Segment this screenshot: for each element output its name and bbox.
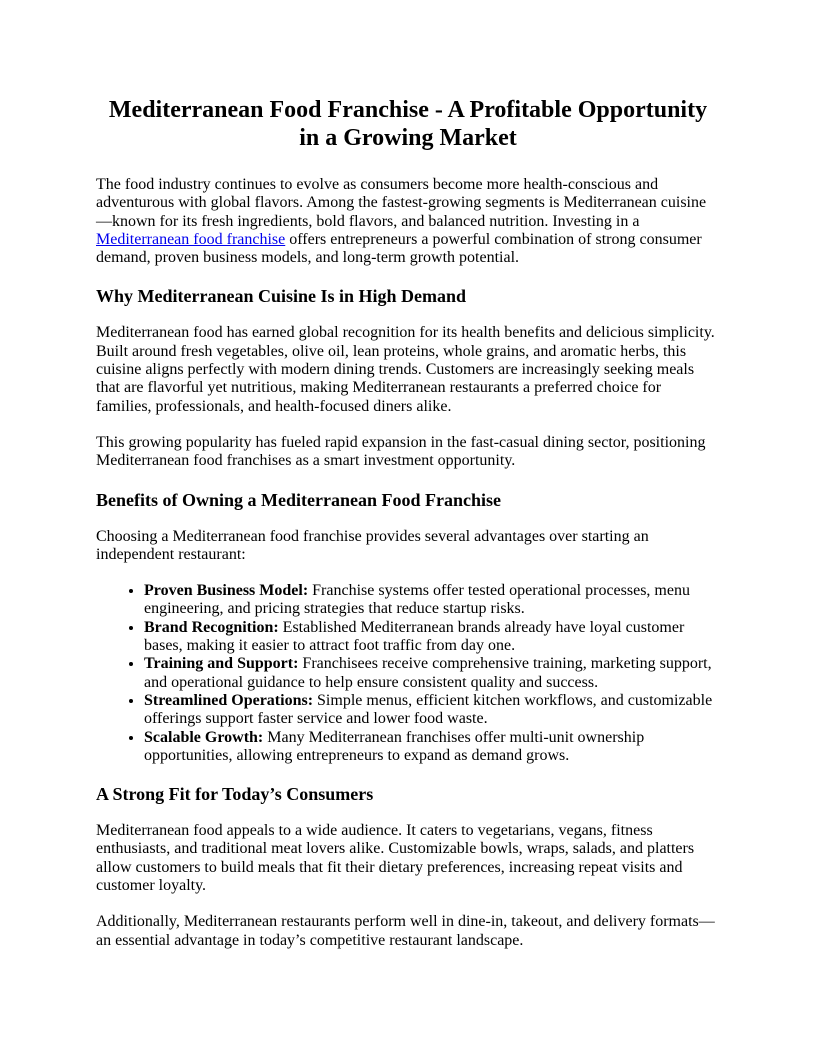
consumers-paragraph-1: Mediterranean food appeals to a wide audience. It caters to vegetarians, vegans, fitness enthusiasts, and traditional meat lovers alike. Customizable bowls, wraps, salads, and platters allow customers to build meals that fit their dietary preferences, increasing repeat visits and customer loyalty. (96, 822, 695, 895)
list-item (144, 729, 720, 766)
intro-text-after-link: offers entrepreneurs a powerful combination of strong consumer demand, proven business models, and long-term growth potential. (96, 230, 702, 267)
benefits-intro-paragraph: Choosing a Mediterranean food franchise provides several advantages over starting an independent restaurant: (96, 527, 649, 563)
bullet-text: Many Mediterranean franchises offer multi-unit ownership opportunities, allowing entrepreneurs to expand as demand grows. (144, 728, 645, 764)
bullet-text: Franchise systems offer tested operational processes, menu engineering, and pricing strategies that reduce startup risks. (144, 582, 690, 618)
section-heading-consumers: A Strong Fit for Today’s Consumers (96, 784, 374, 805)
list-item (144, 619, 720, 656)
section-heading-benefits: Benefits of Owning a Mediterranean Food Franchise (96, 489, 501, 510)
consumers-paragraph-2: Additionally, Mediterranean restaurants perform well in dine-in, takeout, and delivery formats—an essential advantage in today’s competitive restaurant landscape. (96, 913, 715, 949)
bullet-label: Training and Support: (144, 655, 299, 673)
bullet-label: Brand Recognition: (144, 618, 279, 636)
benefits-list (96, 582, 720, 765)
section-heading-demand: Why Mediterranean Cuisine Is in High Demand (96, 286, 467, 307)
list-item (144, 655, 720, 692)
bullet-text: Franchisees receive comprehensive training, marketing support, and operational guidance to help ensure consistent quality and success. (144, 655, 712, 691)
document-page (96, 96, 720, 968)
list-item (144, 692, 720, 729)
demand-paragraph-1: Mediterranean food has earned global recognition for its health benefits and delicious simplicity. Built around fresh vegetables, olive oil, lean proteins, whole grains, and aromatic herbs, this cuisine aligns perfectly with modern dining trends. Customers are increasingly seeking meals that are flavorful yet nutritious, making Mediterranean restaurants a preferred choice for families, professionals, and health-focused diners alike. (96, 324, 715, 415)
franchise-link[interactable]: Mediterranean food franchise (96, 230, 286, 248)
intro-text-before-link: The food industry continues to evolve as consumers become more health-conscious and adventurous with global flavors. Among the fastest-growing segments is Mediterranean cuisine—known for its fresh ingredients, bold flavors, and balanced nutrition. Investing in a (96, 176, 707, 230)
intro-paragraph (96, 176, 720, 267)
demand-paragraph-2: This growing popularity has fueled rapid expansion in the fast-casual dining sector, positioning Mediterranean food franchises as a smart investment opportunity. (96, 433, 706, 470)
page-title: Mediterranean Food Franchise - A Profitable Opportunity in a Growing Market (108, 97, 708, 151)
list-item (144, 582, 720, 619)
bullet-label: Streamlined Operations: (144, 691, 314, 709)
bullet-label: Proven Business Model: (144, 582, 309, 600)
bullet-label: Scalable Growth: (144, 728, 264, 746)
bullet-text: Established Mediterranean brands already have loyal customer bases, making it easier to attract foot traffic from day one. (144, 618, 685, 655)
bullet-text: Simple menus, efficient kitchen workflows, and customizable offerings support faster service and lower food waste. (144, 691, 713, 728)
